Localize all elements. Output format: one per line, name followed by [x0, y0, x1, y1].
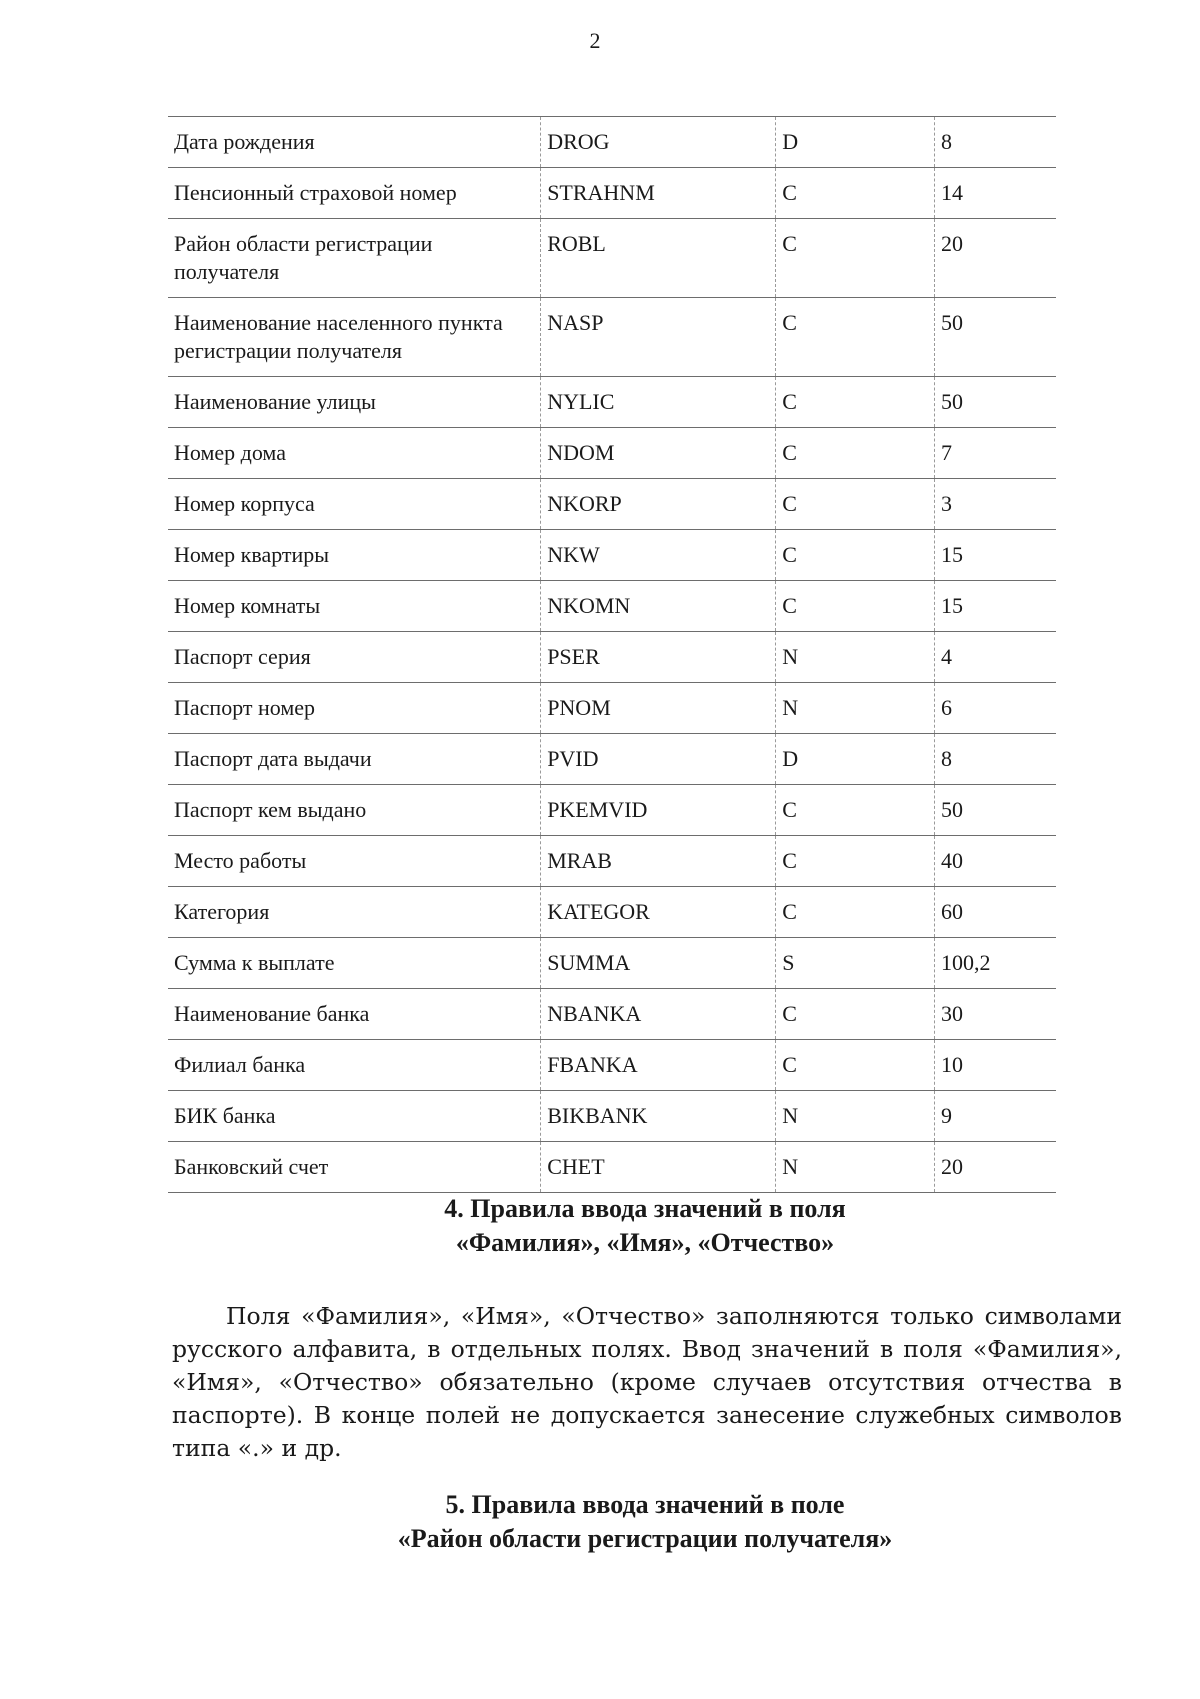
- field-type-cell: C: [776, 298, 935, 377]
- field-type-cell: C: [776, 219, 935, 298]
- table-row: [168, 683, 1056, 734]
- section-4-title-line-2: «Фамилия», «Имя», «Отчество»: [455, 1228, 835, 1257]
- field-length-cell: 50: [935, 298, 1057, 377]
- field-length-cell: 14: [935, 168, 1057, 219]
- field-length-cell: 100,2: [935, 938, 1057, 989]
- field-type-cell: C: [776, 836, 935, 887]
- table-row: [168, 479, 1056, 530]
- table-row: [168, 632, 1056, 683]
- field-name-cell: Дата рождения: [168, 117, 541, 168]
- field-length-cell: 20: [935, 219, 1057, 298]
- field-name-cell: БИК банка: [168, 1091, 541, 1142]
- field-name-cell: Банковский счет: [168, 1142, 541, 1193]
- field-length-cell: 3: [935, 479, 1057, 530]
- field-name-cell: Наименование населенного пункта регистрации получателя: [168, 298, 541, 377]
- field-code-cell: FBANKA: [541, 1040, 776, 1091]
- field-length-cell: 15: [935, 530, 1057, 581]
- section-5-title-line-1: 5. Правила ввода значений в поле: [445, 1490, 845, 1519]
- field-code-cell: NKORP: [541, 479, 776, 530]
- field-name-cell: Сумма к выплате: [168, 938, 541, 989]
- field-code-cell: MRAB: [541, 836, 776, 887]
- field-type-cell: C: [776, 989, 935, 1040]
- field-length-cell: 10: [935, 1040, 1057, 1091]
- section-4-paragraph: Поля «Фамилия», «Имя», «Отчество» заполняются только символами русского алфавита, в отдельных полях. Ввод значений в поля «Фамилия», «Имя», «Отчество» обязательно (кроме случаев отсутствия отчества в паспорте). В конце полей не допускается занесение служебных символов типа «.» и др.: [172, 1302, 1122, 1462]
- field-name-cell: Паспорт кем выдано: [168, 785, 541, 836]
- field-code-cell: PKEMVID: [541, 785, 776, 836]
- table-row: [168, 377, 1056, 428]
- table-row: [168, 1091, 1056, 1142]
- field-type-cell: C: [776, 377, 935, 428]
- field-code-cell: NDOM: [541, 428, 776, 479]
- field-type-cell: C: [776, 581, 935, 632]
- table-row: [168, 836, 1056, 887]
- field-name-cell: Паспорт серия: [168, 632, 541, 683]
- field-type-cell: C: [776, 168, 935, 219]
- field-length-cell: 60: [935, 887, 1057, 938]
- field-name-cell: Номер квартиры: [168, 530, 541, 581]
- section-5-heading: [0, 1488, 1200, 1556]
- field-name-cell: Пенсионный страховой номер: [168, 168, 541, 219]
- field-code-cell: DROG: [541, 117, 776, 168]
- fields-table: [168, 116, 1056, 1193]
- field-name-cell: Номер комнаты: [168, 581, 541, 632]
- field-length-cell: 50: [935, 785, 1057, 836]
- field-type-cell: C: [776, 887, 935, 938]
- field-name-cell: Место работы: [168, 836, 541, 887]
- field-type-cell: C: [776, 479, 935, 530]
- table-row: [168, 989, 1056, 1040]
- field-length-cell: 15: [935, 581, 1057, 632]
- field-type-cell: D: [776, 734, 935, 785]
- field-type-cell: N: [776, 632, 935, 683]
- field-code-cell: PVID: [541, 734, 776, 785]
- table-row: [168, 1040, 1056, 1091]
- fields-table-body: [168, 117, 1056, 1193]
- field-code-cell: NKOMN: [541, 581, 776, 632]
- field-code-cell: BIKBANK: [541, 1091, 776, 1142]
- field-code-cell: STRAHNM: [541, 168, 776, 219]
- field-name-cell: Номер корпуса: [168, 479, 541, 530]
- table-row: [168, 734, 1056, 785]
- field-code-cell: NKW: [541, 530, 776, 581]
- field-type-cell: C: [776, 785, 935, 836]
- table-row: [168, 530, 1056, 581]
- field-type-cell: S: [776, 938, 935, 989]
- section-5-title-line-2: «Район области регистрации получателя»: [397, 1524, 893, 1553]
- field-length-cell: 7: [935, 428, 1057, 479]
- field-length-cell: 8: [935, 117, 1057, 168]
- field-name-cell: Паспорт дата выдачи: [168, 734, 541, 785]
- field-name-cell: Наименование улицы: [168, 377, 541, 428]
- field-name-cell: Филиал банка: [168, 1040, 541, 1091]
- field-type-cell: C: [776, 428, 935, 479]
- field-length-cell: 4: [935, 632, 1057, 683]
- field-code-cell: NASP: [541, 298, 776, 377]
- table-row: [168, 428, 1056, 479]
- table-row: [168, 938, 1056, 989]
- page-number: 2: [589, 28, 601, 53]
- field-code-cell: NBANKA: [541, 989, 776, 1040]
- field-code-cell: PSER: [541, 632, 776, 683]
- field-code-cell: NYLIC: [541, 377, 776, 428]
- field-length-cell: 8: [935, 734, 1057, 785]
- table-row: [168, 298, 1056, 377]
- table-row: [168, 219, 1056, 298]
- field-type-cell: D: [776, 117, 935, 168]
- table-row: [168, 168, 1056, 219]
- field-type-cell: C: [776, 530, 935, 581]
- field-name-cell: Наименование банка: [168, 989, 541, 1040]
- field-name-cell: Район области регистрации получателя: [168, 219, 541, 298]
- field-length-cell: 30: [935, 989, 1057, 1040]
- field-type-cell: N: [776, 683, 935, 734]
- section-4-title-line-1: 4. Правила ввода значений в поля: [444, 1194, 846, 1223]
- field-code-cell: ROBL: [541, 219, 776, 298]
- table-row: [168, 1142, 1056, 1193]
- section-4-heading: [0, 1192, 1200, 1260]
- table-row: [168, 581, 1056, 632]
- field-length-cell: 6: [935, 683, 1057, 734]
- table-row: [168, 887, 1056, 938]
- table-row: [168, 785, 1056, 836]
- field-name-cell: Номер дома: [168, 428, 541, 479]
- field-code-cell: CHET: [541, 1142, 776, 1193]
- field-code-cell: KATEGOR: [541, 887, 776, 938]
- field-name-cell: Паспорт номер: [168, 683, 541, 734]
- field-type-cell: N: [776, 1091, 935, 1142]
- field-type-cell: C: [776, 1040, 935, 1091]
- field-type-cell: N: [776, 1142, 935, 1193]
- field-code-cell: PNOM: [541, 683, 776, 734]
- field-length-cell: 9: [935, 1091, 1057, 1142]
- table-row: [168, 117, 1056, 168]
- field-code-cell: SUMMA: [541, 938, 776, 989]
- field-length-cell: 40: [935, 836, 1057, 887]
- field-length-cell: 20: [935, 1142, 1057, 1193]
- field-name-cell: Категория: [168, 887, 541, 938]
- field-length-cell: 50: [935, 377, 1057, 428]
